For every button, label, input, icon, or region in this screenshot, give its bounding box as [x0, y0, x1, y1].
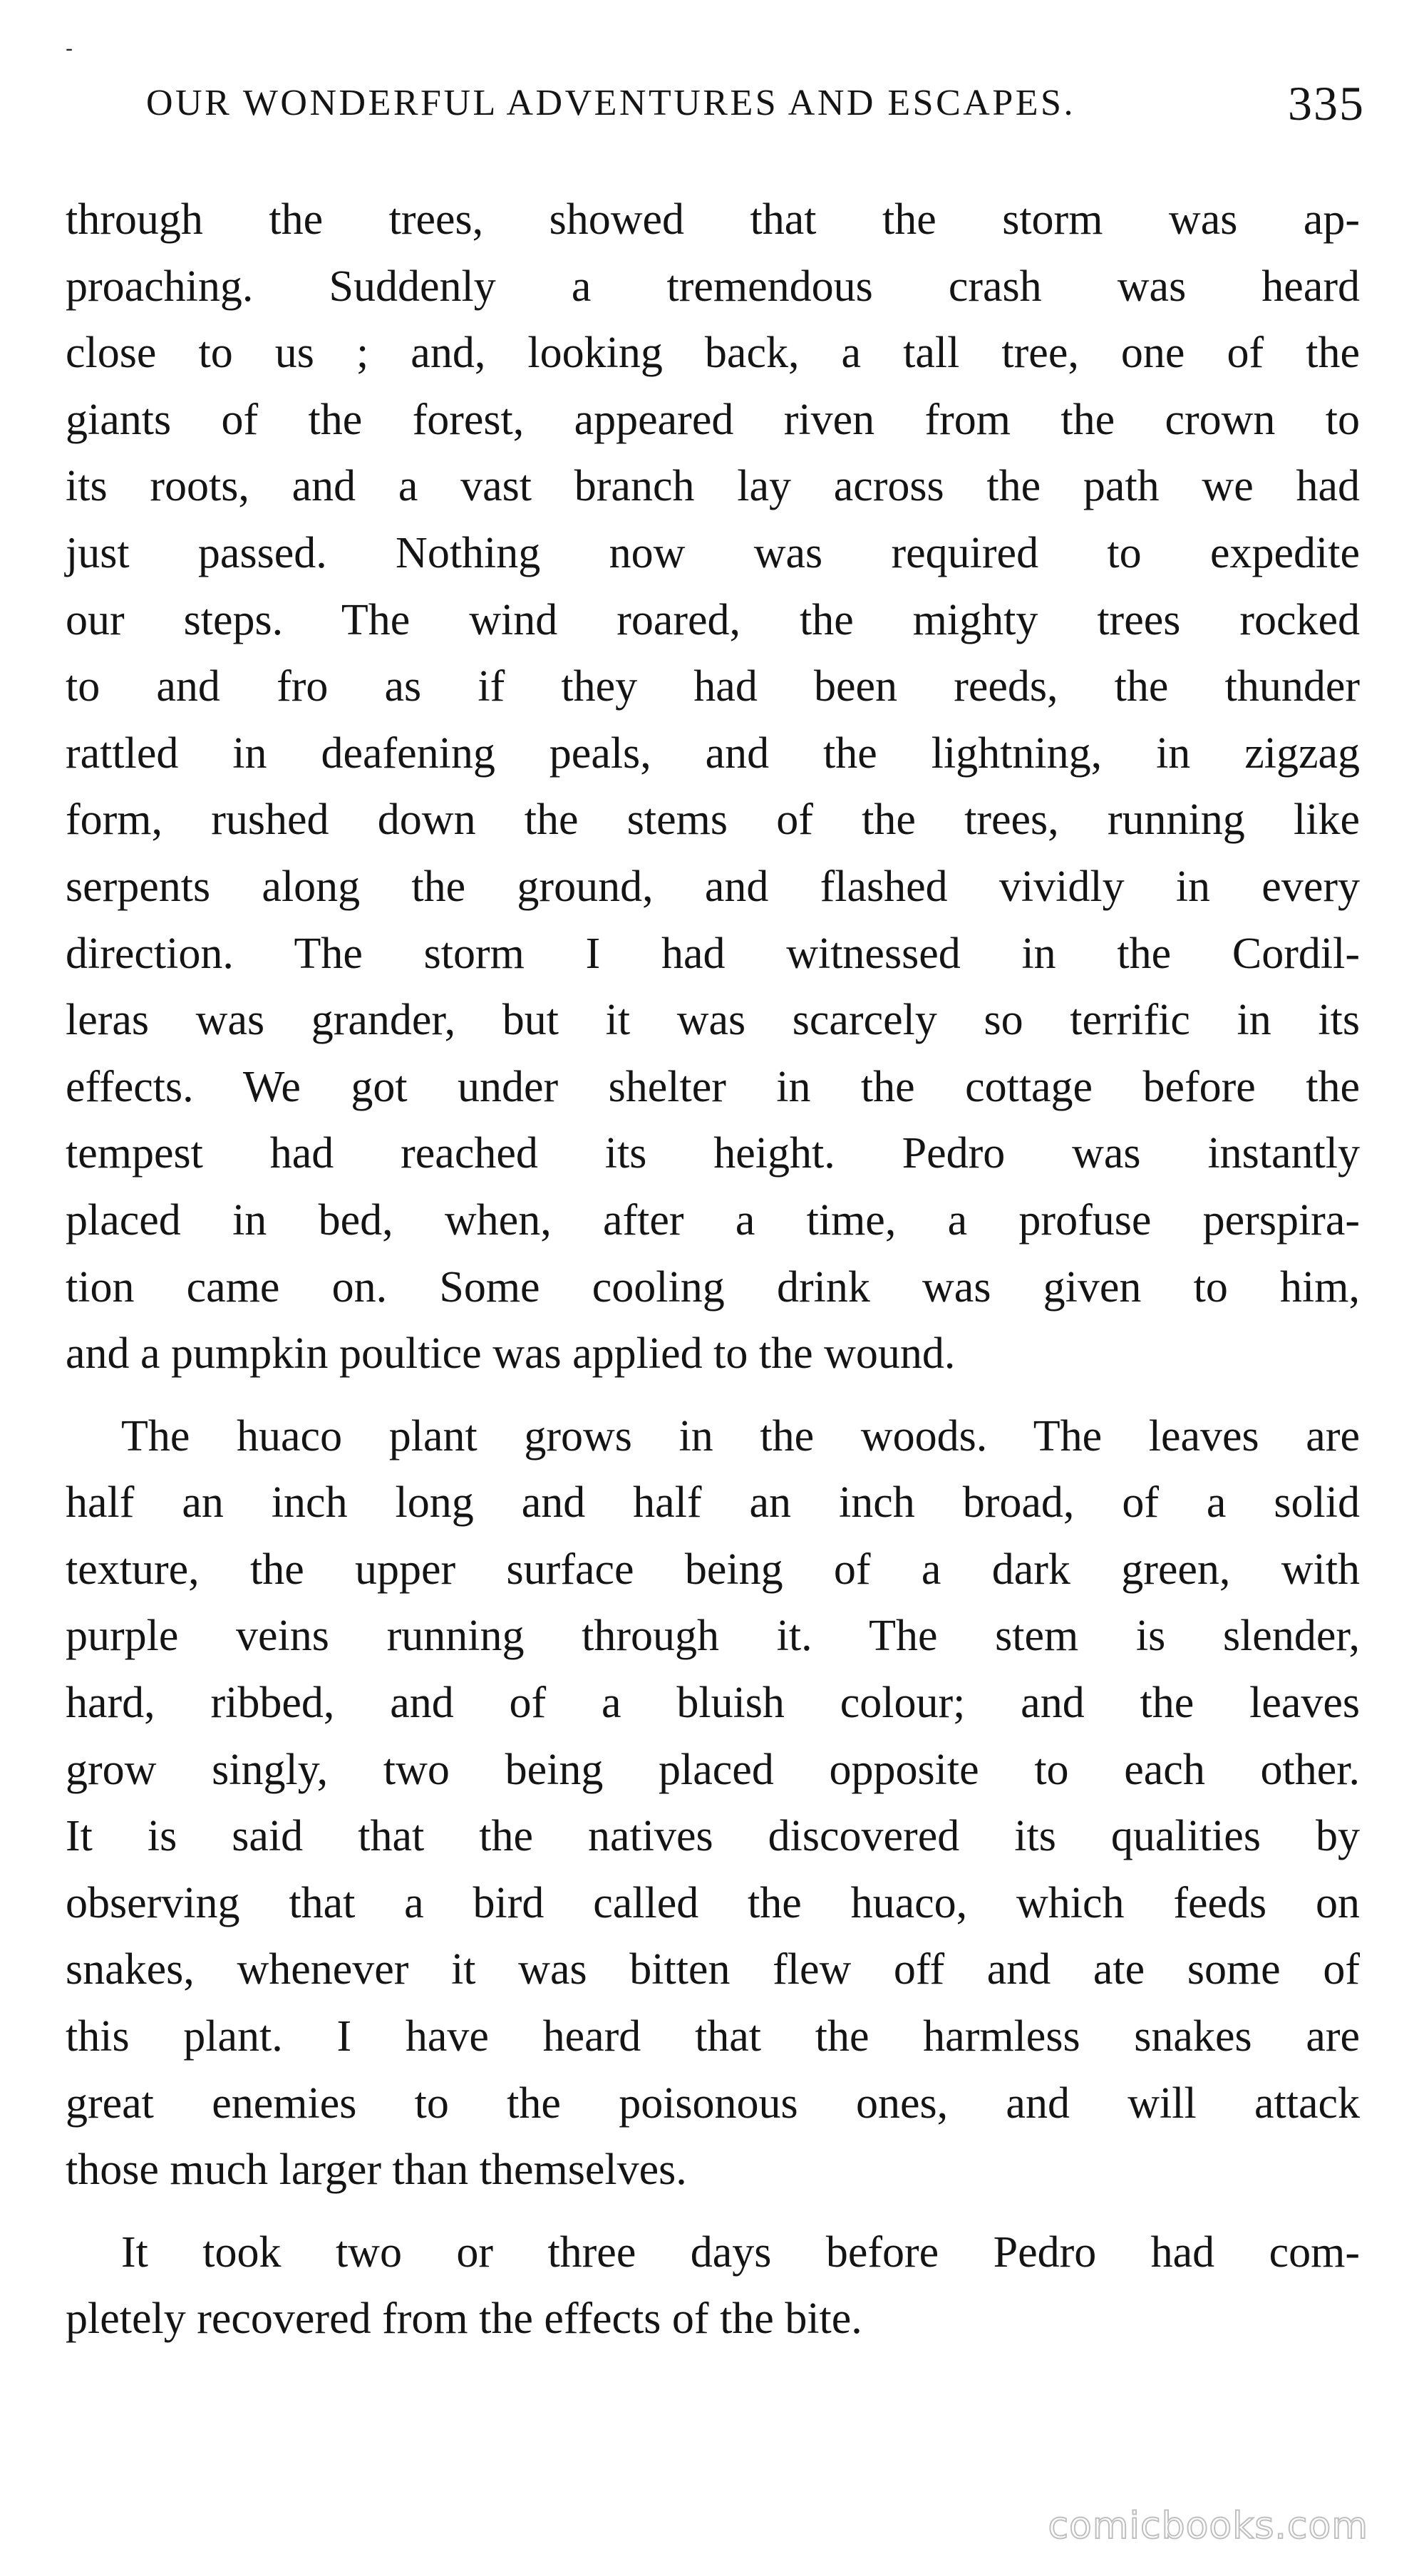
text-line: this plant. I have heard that the harmless snakes are [66, 2012, 1360, 2061]
text-line: placed in bed, when, after a time, a profuse perspira- [66, 1195, 1360, 1245]
text-line: form, rushed down the stems of the trees, running like [66, 795, 1360, 845]
text-line: great enemies to the poisonous ones, and will attack [66, 2078, 1360, 2128]
text-line: through the trees, showed that the storm was ap- [66, 195, 1360, 244]
text-line: snakes, whenever it was bitten flew off and ate some of [66, 1945, 1360, 1994]
paragraph [66, 1403, 1360, 2204]
paragraph [66, 2220, 1360, 2353]
text-line: half an inch long and half an inch broad, of a solid [66, 1478, 1360, 1527]
paragraph-gap [66, 2204, 1360, 2220]
text-line: The huaco plant grows in the woods. The leaves are [121, 1411, 1360, 1460]
text-line: those much larger than themselves. [66, 2145, 687, 2195]
text-line: tion came on. Some cooling drink was given to him, [66, 1262, 1360, 1312]
text-line: leras was grander, but it was scarcely so terrific in its [66, 996, 1360, 1045]
text-line: rattled in deafening peals, and the lightning, in zigzag [66, 728, 1360, 778]
text-line: It is said that the natives discovered its qualities by [66, 1812, 1360, 1861]
text-line: direction. The storm I had witnessed in the Cordil- [66, 929, 1360, 978]
paragraph [66, 187, 1360, 1388]
text-line: observing that a bird called the huaco, which feeds on [66, 1878, 1360, 1927]
text-line: hard, ribbed, and of a bluish colour; and the leaves [66, 1679, 1360, 1728]
paragraph-gap [66, 1388, 1360, 1403]
text-line: grow singly, two being placed opposite to each other. [66, 1745, 1360, 1794]
text-line: our steps. The wind roared, the mighty trees rocked [66, 595, 1360, 644]
text-line: to and fro as if they had been reeds, the thunder [66, 662, 1360, 711]
body-text [66, 187, 1360, 2353]
page-number: 335 [1288, 76, 1365, 130]
text-line: proaching. Suddenly a tremendous crash was heard [66, 262, 1360, 311]
margin-mark: - [66, 36, 73, 61]
running-head-title: OUR WONDERFUL ADVENTURES AND ESCAPES. [146, 83, 1075, 123]
text-line: purple veins running through it. The stem is slender, [66, 1612, 1360, 1661]
text-line: serpents along the ground, and flashed vividly in every [66, 862, 1360, 911]
text-line: texture, the upper surface being of a dark green, with [66, 1545, 1360, 1594]
text-line: effects. We got under shelter in the cottage before the [66, 1062, 1360, 1111]
text-line: close to us ; and, looking back, a tall tree, one of the [66, 329, 1360, 378]
text-line: giants of the forest, appeared riven from the crown to [66, 395, 1360, 444]
text-line: pletely recovered from the effects of the bite. [66, 2294, 862, 2344]
text-line: tempest had reached its height. Pedro was instantly [66, 1129, 1360, 1178]
text-line: just passed. Nothing now was required to expedite [66, 528, 1360, 577]
running-head [107, 71, 1365, 135]
text-line: It took two or three days before Pedro had com- [121, 2227, 1360, 2277]
text-line: and a pumpkin poultice was applied to the wound. [66, 1329, 956, 1379]
watermark: comicbooks.com [1048, 2505, 1368, 2547]
text-line: its roots, and a vast branch lay across the path we had [66, 462, 1360, 511]
